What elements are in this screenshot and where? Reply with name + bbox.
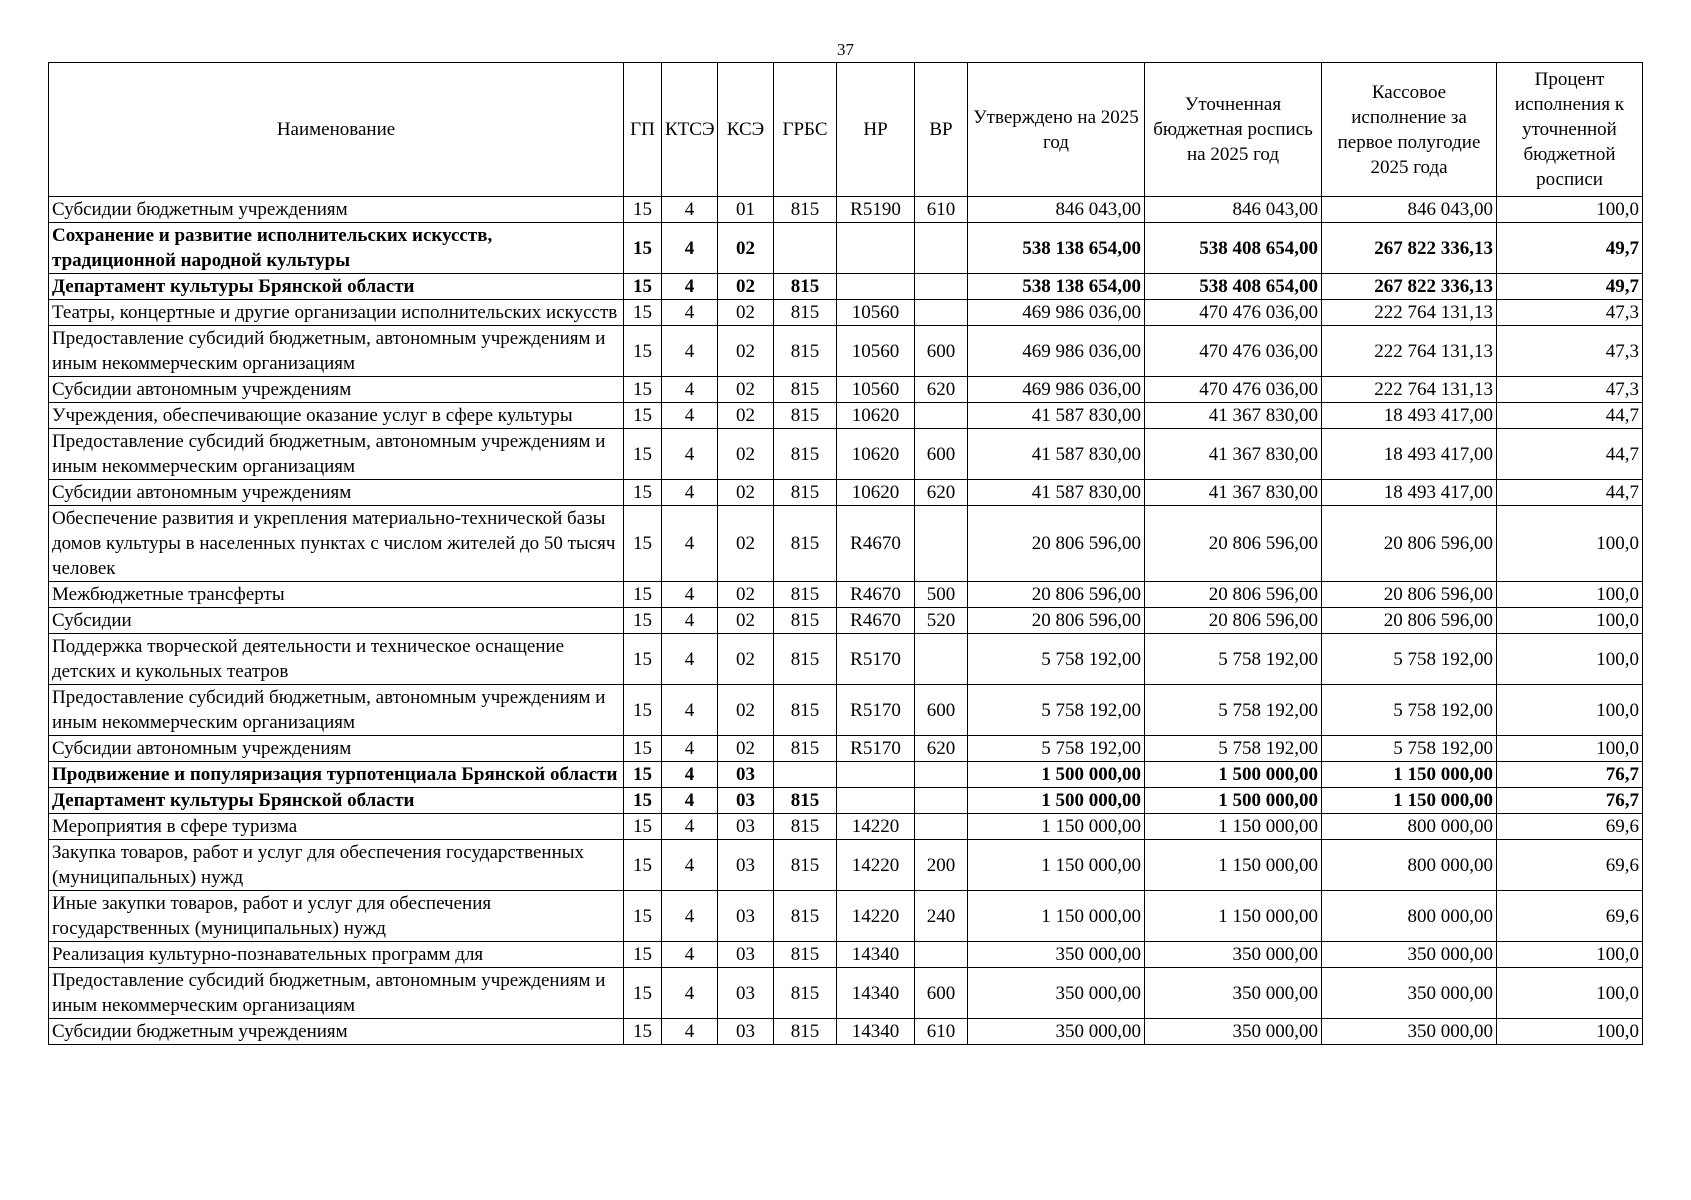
cell-gp: 15 <box>624 197 662 223</box>
cell-gp: 15 <box>624 788 662 814</box>
cell-ktse: 4 <box>662 891 718 942</box>
header-percent: Процент исполнения к уточненной бюджетной росписи <box>1497 63 1643 197</box>
cell-approved: 20 806 596,00 <box>968 506 1145 582</box>
cell-name: Субсидии автономным учреждениям <box>49 736 624 762</box>
cell-name: Учреждения, обеспечивающие оказание услуг в сфере культуры <box>49 403 624 429</box>
cell-nr: 14220 <box>837 840 915 891</box>
cell-refined: 538 408 654,00 <box>1145 274 1322 300</box>
cell-gp: 15 <box>624 608 662 634</box>
cell-refined: 20 806 596,00 <box>1145 506 1322 582</box>
cell-percent: 44,7 <box>1497 403 1643 429</box>
cell-kse: 02 <box>718 377 774 403</box>
cell-name: Субсидии бюджетным учреждениям <box>49 197 624 223</box>
cell-vr <box>915 403 968 429</box>
cell-cash: 20 806 596,00 <box>1322 582 1497 608</box>
cell-percent: 69,6 <box>1497 891 1643 942</box>
cell-kse: 02 <box>718 608 774 634</box>
cell-refined: 470 476 036,00 <box>1145 377 1322 403</box>
cell-name: Мероприятия в сфере туризма <box>49 814 624 840</box>
table-row <box>49 582 1643 608</box>
cell-vr <box>915 300 968 326</box>
cell-nr: 10620 <box>837 480 915 506</box>
cell-ktse: 4 <box>662 814 718 840</box>
cell-ktse: 4 <box>662 762 718 788</box>
cell-approved: 5 758 192,00 <box>968 634 1145 685</box>
cell-refined: 470 476 036,00 <box>1145 326 1322 377</box>
cell-name: Департамент культуры Брянской области <box>49 788 624 814</box>
cell-vr: 600 <box>915 968 968 1019</box>
cell-cash: 267 822 336,13 <box>1322 223 1497 274</box>
cell-approved: 1 500 000,00 <box>968 788 1145 814</box>
cell-approved: 538 138 654,00 <box>968 274 1145 300</box>
cell-approved: 538 138 654,00 <box>968 223 1145 274</box>
cell-percent: 100,0 <box>1497 942 1643 968</box>
header-kse: КСЭ <box>718 63 774 197</box>
cell-vr <box>915 506 968 582</box>
cell-gp: 15 <box>624 968 662 1019</box>
cell-vr: 500 <box>915 582 968 608</box>
cell-grbs: 815 <box>774 480 837 506</box>
cell-refined: 350 000,00 <box>1145 942 1322 968</box>
cell-nr: 14220 <box>837 814 915 840</box>
cell-grbs: 815 <box>774 608 837 634</box>
cell-kse: 02 <box>718 223 774 274</box>
cell-cash: 222 764 131,13 <box>1322 300 1497 326</box>
cell-cash: 800 000,00 <box>1322 840 1497 891</box>
cell-name: Межбюджетные трансферты <box>49 582 624 608</box>
cell-kse: 02 <box>718 429 774 480</box>
cell-gp: 15 <box>624 942 662 968</box>
cell-approved: 41 587 830,00 <box>968 480 1145 506</box>
cell-nr <box>837 274 915 300</box>
cell-grbs: 815 <box>774 685 837 736</box>
table-row <box>49 840 1643 891</box>
cell-nr: R5170 <box>837 736 915 762</box>
table-row <box>49 274 1643 300</box>
cell-nr: 10560 <box>837 326 915 377</box>
table-row <box>49 891 1643 942</box>
cell-percent: 100,0 <box>1497 608 1643 634</box>
cell-grbs: 815 <box>774 968 837 1019</box>
cell-vr <box>915 223 968 274</box>
cell-nr: R5190 <box>837 197 915 223</box>
cell-vr <box>915 274 968 300</box>
cell-refined: 1 150 000,00 <box>1145 891 1322 942</box>
cell-refined: 1 150 000,00 <box>1145 814 1322 840</box>
cell-ktse: 4 <box>662 326 718 377</box>
cell-grbs: 815 <box>774 788 837 814</box>
cell-cash: 222 764 131,13 <box>1322 377 1497 403</box>
cell-grbs: 815 <box>774 377 837 403</box>
cell-nr: 14220 <box>837 891 915 942</box>
cell-cash: 1 150 000,00 <box>1322 762 1497 788</box>
cell-cash: 846 043,00 <box>1322 197 1497 223</box>
cell-nr <box>837 223 915 274</box>
cell-ktse: 4 <box>662 634 718 685</box>
table-row <box>49 197 1643 223</box>
table-row <box>49 968 1643 1019</box>
cell-vr <box>915 762 968 788</box>
table-row <box>49 300 1643 326</box>
cell-gp: 15 <box>624 274 662 300</box>
table-row <box>49 814 1643 840</box>
cell-grbs: 815 <box>774 429 837 480</box>
cell-percent: 76,7 <box>1497 762 1643 788</box>
cell-approved: 20 806 596,00 <box>968 582 1145 608</box>
cell-gp: 15 <box>624 480 662 506</box>
cell-cash: 18 493 417,00 <box>1322 480 1497 506</box>
cell-refined: 538 408 654,00 <box>1145 223 1322 274</box>
cell-kse: 02 <box>718 685 774 736</box>
cell-grbs: 815 <box>774 840 837 891</box>
table-row <box>49 506 1643 582</box>
cell-approved: 350 000,00 <box>968 942 1145 968</box>
cell-percent: 49,7 <box>1497 223 1643 274</box>
cell-name: Предоставление субсидий бюджетным, автономным учреждениям и иным некоммерческим организациям <box>49 326 624 377</box>
cell-name: Департамент культуры Брянской области <box>49 274 624 300</box>
cell-percent: 76,7 <box>1497 788 1643 814</box>
cell-approved: 41 587 830,00 <box>968 429 1145 480</box>
cell-kse: 03 <box>718 942 774 968</box>
cell-name: Предоставление субсидий бюджетным, автономным учреждениям и иным некоммерческим организациям <box>49 685 624 736</box>
cell-ktse: 4 <box>662 377 718 403</box>
cell-grbs: 815 <box>774 274 837 300</box>
cell-approved: 469 986 036,00 <box>968 300 1145 326</box>
header-refined: Уточненная бюджетная роспись на 2025 год <box>1145 63 1322 197</box>
cell-approved: 5 758 192,00 <box>968 685 1145 736</box>
header-grbs: ГРБС <box>774 63 837 197</box>
cell-percent: 100,0 <box>1497 197 1643 223</box>
cell-ktse: 4 <box>662 300 718 326</box>
cell-approved: 1 150 000,00 <box>968 840 1145 891</box>
header-nr: НР <box>837 63 915 197</box>
cell-ktse: 4 <box>662 480 718 506</box>
cell-nr: R4670 <box>837 608 915 634</box>
cell-cash: 800 000,00 <box>1322 891 1497 942</box>
cell-vr: 520 <box>915 608 968 634</box>
cell-kse: 02 <box>718 480 774 506</box>
cell-cash: 267 822 336,13 <box>1322 274 1497 300</box>
cell-ktse: 4 <box>662 942 718 968</box>
table-row <box>49 762 1643 788</box>
cell-grbs: 815 <box>774 736 837 762</box>
cell-nr <box>837 788 915 814</box>
budget-table <box>48 62 1643 1045</box>
cell-kse: 01 <box>718 197 774 223</box>
cell-cash: 800 000,00 <box>1322 814 1497 840</box>
cell-percent: 47,3 <box>1497 326 1643 377</box>
cell-gp: 15 <box>624 429 662 480</box>
cell-percent: 100,0 <box>1497 634 1643 685</box>
cell-name: Предоставление субсидий бюджетным, автономным учреждениям и иным некоммерческим организациям <box>49 429 624 480</box>
cell-ktse: 4 <box>662 1019 718 1045</box>
cell-cash: 18 493 417,00 <box>1322 403 1497 429</box>
cell-cash: 20 806 596,00 <box>1322 608 1497 634</box>
cell-approved: 20 806 596,00 <box>968 608 1145 634</box>
cell-ktse: 4 <box>662 685 718 736</box>
cell-percent: 44,7 <box>1497 429 1643 480</box>
cell-name: Субсидии бюджетным учреждениям <box>49 1019 624 1045</box>
cell-gp: 15 <box>624 1019 662 1045</box>
cell-kse: 03 <box>718 814 774 840</box>
cell-approved: 469 986 036,00 <box>968 326 1145 377</box>
cell-grbs <box>774 762 837 788</box>
cell-cash: 350 000,00 <box>1322 942 1497 968</box>
header-ktse: КТСЭ <box>662 63 718 197</box>
cell-refined: 20 806 596,00 <box>1145 582 1322 608</box>
cell-ktse: 4 <box>662 582 718 608</box>
cell-refined: 846 043,00 <box>1145 197 1322 223</box>
cell-grbs <box>774 223 837 274</box>
cell-refined: 5 758 192,00 <box>1145 634 1322 685</box>
cell-refined: 350 000,00 <box>1145 1019 1322 1045</box>
cell-gp: 15 <box>624 891 662 942</box>
cell-kse: 02 <box>718 326 774 377</box>
cell-nr: 14340 <box>837 1019 915 1045</box>
table-row <box>49 429 1643 480</box>
table-row <box>49 634 1643 685</box>
cell-kse: 03 <box>718 891 774 942</box>
cell-vr <box>915 634 968 685</box>
cell-kse: 02 <box>718 506 774 582</box>
cell-kse: 03 <box>718 762 774 788</box>
header-cash: Кассовое исполнение за первое полугодие 2025 года <box>1322 63 1497 197</box>
cell-percent: 100,0 <box>1497 582 1643 608</box>
cell-gp: 15 <box>624 736 662 762</box>
cell-gp: 15 <box>624 300 662 326</box>
cell-percent: 69,6 <box>1497 840 1643 891</box>
cell-refined: 1 500 000,00 <box>1145 762 1322 788</box>
cell-gp: 15 <box>624 814 662 840</box>
cell-kse: 03 <box>718 788 774 814</box>
cell-gp: 15 <box>624 506 662 582</box>
cell-approved: 41 587 830,00 <box>968 403 1145 429</box>
cell-kse: 02 <box>718 582 774 608</box>
cell-nr: R4670 <box>837 506 915 582</box>
cell-ktse: 4 <box>662 506 718 582</box>
cell-nr: R5170 <box>837 634 915 685</box>
cell-kse: 03 <box>718 1019 774 1045</box>
header-gp: ГП <box>624 63 662 197</box>
cell-approved: 846 043,00 <box>968 197 1145 223</box>
cell-nr: 10560 <box>837 377 915 403</box>
cell-approved: 5 758 192,00 <box>968 736 1145 762</box>
cell-refined: 5 758 192,00 <box>1145 685 1322 736</box>
header-name: Наименование <box>49 63 624 197</box>
cell-nr <box>837 762 915 788</box>
cell-name: Театры, концертные и другие организации исполнительских искусств <box>49 300 624 326</box>
cell-ktse: 4 <box>662 968 718 1019</box>
cell-percent: 69,6 <box>1497 814 1643 840</box>
cell-cash: 222 764 131,13 <box>1322 326 1497 377</box>
cell-ktse: 4 <box>662 197 718 223</box>
cell-percent: 44,7 <box>1497 480 1643 506</box>
cell-percent: 49,7 <box>1497 274 1643 300</box>
cell-ktse: 4 <box>662 840 718 891</box>
cell-approved: 1 150 000,00 <box>968 891 1145 942</box>
cell-grbs: 815 <box>774 634 837 685</box>
cell-refined: 350 000,00 <box>1145 968 1322 1019</box>
cell-cash: 1 150 000,00 <box>1322 788 1497 814</box>
cell-name: Реализация культурно-познавательных программ для <box>49 942 624 968</box>
table-row <box>49 608 1643 634</box>
cell-gp: 15 <box>624 840 662 891</box>
cell-gp: 15 <box>624 403 662 429</box>
cell-approved: 469 986 036,00 <box>968 377 1145 403</box>
cell-approved: 1 150 000,00 <box>968 814 1145 840</box>
cell-name: Иные закупки товаров, работ и услуг для обеспечения государственных (муниципальных) нужд <box>49 891 624 942</box>
table-row <box>49 736 1643 762</box>
cell-name: Субсидии <box>49 608 624 634</box>
cell-grbs: 815 <box>774 1019 837 1045</box>
cell-ktse: 4 <box>662 788 718 814</box>
cell-refined: 41 367 830,00 <box>1145 429 1322 480</box>
cell-ktse: 4 <box>662 403 718 429</box>
table-row <box>49 326 1643 377</box>
cell-kse: 02 <box>718 300 774 326</box>
cell-name: Субсидии автономным учреждениям <box>49 377 624 403</box>
cell-kse: 03 <box>718 840 774 891</box>
cell-cash: 5 758 192,00 <box>1322 736 1497 762</box>
cell-gp: 15 <box>624 762 662 788</box>
cell-vr: 600 <box>915 326 968 377</box>
table-row <box>49 223 1643 274</box>
cell-cash: 20 806 596,00 <box>1322 506 1497 582</box>
table-row <box>49 377 1643 403</box>
cell-grbs: 815 <box>774 197 837 223</box>
table-row <box>49 403 1643 429</box>
cell-vr: 600 <box>915 685 968 736</box>
cell-refined: 20 806 596,00 <box>1145 608 1322 634</box>
cell-nr: 10560 <box>837 300 915 326</box>
cell-refined: 470 476 036,00 <box>1145 300 1322 326</box>
header-row <box>49 63 1643 197</box>
cell-ktse: 4 <box>662 608 718 634</box>
page-number: 37 <box>837 40 854 59</box>
cell-vr: 610 <box>915 1019 968 1045</box>
cell-refined: 5 758 192,00 <box>1145 736 1322 762</box>
cell-gp: 15 <box>624 634 662 685</box>
cell-name: Закупка товаров, работ и услуг для обеспечения государственных (муниципальных) нужд <box>49 840 624 891</box>
cell-name: Обеспечение развития и укрепления материально-технической базы домов культуры в населенных пунктах с числом жителей до 50 тысяч человек <box>49 506 624 582</box>
cell-ktse: 4 <box>662 223 718 274</box>
cell-cash: 350 000,00 <box>1322 968 1497 1019</box>
cell-gp: 15 <box>624 582 662 608</box>
cell-name: Субсидии автономным учреждениям <box>49 480 624 506</box>
table-body <box>49 197 1643 1045</box>
cell-vr: 600 <box>915 429 968 480</box>
table-row <box>49 1019 1643 1045</box>
cell-gp: 15 <box>624 377 662 403</box>
header-vr: ВР <box>915 63 968 197</box>
cell-percent: 100,0 <box>1497 968 1643 1019</box>
cell-grbs: 815 <box>774 942 837 968</box>
cell-percent: 47,3 <box>1497 377 1643 403</box>
cell-vr: 620 <box>915 480 968 506</box>
cell-vr <box>915 942 968 968</box>
cell-vr: 620 <box>915 377 968 403</box>
cell-vr: 610 <box>915 197 968 223</box>
cell-kse: 02 <box>718 634 774 685</box>
cell-vr: 240 <box>915 891 968 942</box>
cell-refined: 1 150 000,00 <box>1145 840 1322 891</box>
cell-nr: R5170 <box>837 685 915 736</box>
cell-nr: R4670 <box>837 582 915 608</box>
cell-ktse: 4 <box>662 736 718 762</box>
cell-percent: 100,0 <box>1497 685 1643 736</box>
cell-kse: 02 <box>718 403 774 429</box>
cell-grbs: 815 <box>774 814 837 840</box>
cell-kse: 02 <box>718 736 774 762</box>
cell-name: Предоставление субсидий бюджетным, автономным учреждениям и иным некоммерческим организациям <box>49 968 624 1019</box>
cell-cash: 18 493 417,00 <box>1322 429 1497 480</box>
table-row <box>49 942 1643 968</box>
cell-percent: 100,0 <box>1497 506 1643 582</box>
cell-nr: 10620 <box>837 403 915 429</box>
cell-gp: 15 <box>624 326 662 377</box>
cell-refined: 41 367 830,00 <box>1145 403 1322 429</box>
cell-vr <box>915 814 968 840</box>
cell-grbs: 815 <box>774 326 837 377</box>
cell-approved: 350 000,00 <box>968 1019 1145 1045</box>
cell-nr: 14340 <box>837 968 915 1019</box>
cell-grbs: 815 <box>774 300 837 326</box>
cell-name: Сохранение и развитие исполнительских искусств, традиционной народной культуры <box>49 223 624 274</box>
cell-cash: 5 758 192,00 <box>1322 685 1497 736</box>
cell-gp: 15 <box>624 685 662 736</box>
cell-vr: 620 <box>915 736 968 762</box>
cell-nr: 14340 <box>837 942 915 968</box>
cell-grbs: 815 <box>774 506 837 582</box>
cell-grbs: 815 <box>774 403 837 429</box>
cell-refined: 41 367 830,00 <box>1145 480 1322 506</box>
cell-nr: 10620 <box>837 429 915 480</box>
cell-grbs: 815 <box>774 582 837 608</box>
cell-vr <box>915 788 968 814</box>
cell-grbs: 815 <box>774 891 837 942</box>
cell-approved: 350 000,00 <box>968 968 1145 1019</box>
table-row <box>49 788 1643 814</box>
table-row <box>49 685 1643 736</box>
header-approved: Утверждено на 2025 год <box>968 63 1145 197</box>
cell-percent: 100,0 <box>1497 736 1643 762</box>
cell-ktse: 4 <box>662 274 718 300</box>
cell-percent: 100,0 <box>1497 1019 1643 1045</box>
table-row <box>49 480 1643 506</box>
cell-gp: 15 <box>624 223 662 274</box>
cell-ktse: 4 <box>662 429 718 480</box>
cell-kse: 02 <box>718 274 774 300</box>
cell-refined: 1 500 000,00 <box>1145 788 1322 814</box>
cell-name: Продвижение и популяризация турпотенциала Брянской области <box>49 762 624 788</box>
cell-cash: 5 758 192,00 <box>1322 634 1497 685</box>
cell-approved: 1 500 000,00 <box>968 762 1145 788</box>
cell-kse: 03 <box>718 968 774 1019</box>
cell-cash: 350 000,00 <box>1322 1019 1497 1045</box>
cell-percent: 47,3 <box>1497 300 1643 326</box>
cell-name: Поддержка творческой деятельности и техническое оснащение детских и кукольных театров <box>49 634 624 685</box>
cell-vr: 200 <box>915 840 968 891</box>
